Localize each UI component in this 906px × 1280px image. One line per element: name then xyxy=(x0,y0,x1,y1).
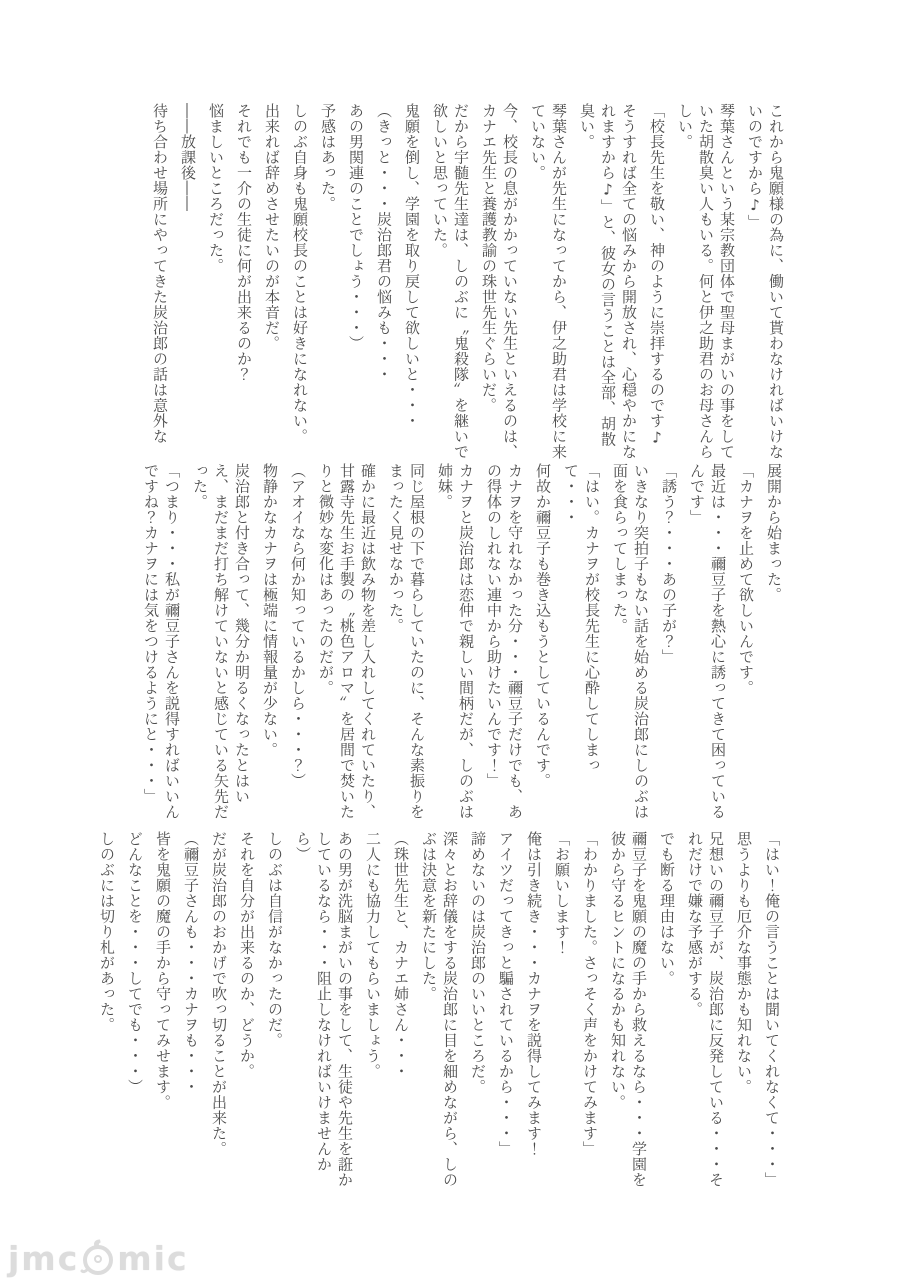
text-band-bottom xyxy=(89,831,782,1193)
text-line: 出来れば辞めさせたいのが本音だ。 xyxy=(263,103,281,351)
text-line: カナヲと炭治郎は恋仲で親しい間柄だが、しのぶは姉妹。 xyxy=(436,463,475,820)
text-line: 俺は引き続き・・・カナヲを説得してみます！ xyxy=(525,831,543,1157)
text-line: それでも一介の生徒に何が出来るのか？ xyxy=(235,103,253,382)
text-line: 皆を鬼願の魔の手から守ってみせます。 xyxy=(154,831,172,1110)
text-line: あの男が洗脳まがいの事をして、生徒や先生を誑かしているなら・・・阻止しなければいけませんから） xyxy=(294,831,354,1188)
text-line: だが炭治郎のおかげで吹っ切ることが出来た。 xyxy=(210,831,228,1157)
text-line: 悩ましいところだった。 xyxy=(207,103,225,274)
text-line: 二人にも協力してもらいましょう。 xyxy=(364,831,382,1079)
text-line: しのぶ自身も鬼願校長のことは好きになれない。 xyxy=(291,103,309,444)
text-line: （アオイなら何か知っているかしら・・・？） xyxy=(289,463,307,789)
text-line: それを自分が出来るのか、どうか。 xyxy=(238,831,256,1079)
watermark xyxy=(8,1238,189,1278)
watermark-text-right: mic xyxy=(117,1238,189,1278)
text-band-middle xyxy=(133,463,784,823)
text-line: ――放課後―― xyxy=(179,103,197,212)
text-line: （珠世先生と、カナエ姉さん・・・ xyxy=(392,831,410,1079)
text-line: 待ち合わせ場所にやってきた炭治郎の話は意外な xyxy=(151,103,169,444)
text-line: 確かに最近は飲み物を差し入れしてくれていたり、甘露寺先生お手製の〝桃色アロマ〟を居間で焚いたりと微妙な変化はあったのだが。 xyxy=(317,463,377,820)
text-line: そうすれば全ての悩みから開放され、心穏やかになれますから♪」と、彼女の言うことは全部、胡散臭い。 xyxy=(578,103,638,460)
text-line: （禰豆子さんも・・・カナヲも・・・ xyxy=(182,831,200,1095)
text-line: （きっと・・・炭治郎君の悩みも・・・ xyxy=(375,103,393,382)
text-line: しのぶには切り札があった。 xyxy=(98,831,116,1033)
text-line: 予感はあった。 xyxy=(319,103,337,212)
text-line: 炭治郎と付き合って、幾分か明るくなったとはいえ、まだまだ打ち解けていないと感じている矢先だった。 xyxy=(191,463,251,820)
text-line: 思うよりも厄介な事態かも知れない。 xyxy=(735,831,753,1095)
text-line: だから宇髄先生達は、しのぶに〝鬼殺隊〟を継いで欲しいと思っていた。 xyxy=(431,103,470,460)
text-line: どんなことを・・・してでも・・・） xyxy=(126,831,144,1095)
text-line: 「お願いします！ xyxy=(553,831,571,955)
text-line: 諦めないのは炭治郎のいいところだ。 xyxy=(469,831,487,1095)
text-line: これから鬼願様の為に、働いて貰わなければいけないのですから♪」 xyxy=(746,103,785,460)
text-line: 琴葉さんという某宗教団体で聖母まがいの事をしていた胡散臭い人もいる。何と伊之助君のお母さんらしい。 xyxy=(676,103,736,460)
text-line: 物静かなカナヲは極端に情報量が少ない。 xyxy=(261,463,279,758)
text-line: 鬼願を倒し、学園を取り戻して欲しいと・・・ xyxy=(403,103,421,429)
text-line: 展開から始まった。 xyxy=(765,463,783,603)
text-line: 最近は・・・禰豆子を熱心に誘ってきて困っているんです」 xyxy=(688,463,727,820)
text-line: 「はい。カナヲが校長先生に心酔してしまって・・・ xyxy=(562,463,601,773)
text-line: でも断る理由はない。 xyxy=(658,831,676,986)
text-line: 今、校長の息がかかっていない先生といえるのは、カナエ先生と養護教諭の珠世先生ぐらいだ。 xyxy=(480,103,519,460)
text-line: 「わかりました。さっそく声をかけてみます」 xyxy=(581,831,599,1157)
text-line: 「はい！俺の言うことは聞いてくれなくて・・・」 xyxy=(763,831,781,1188)
text-line: 「誘う？・・・あの子が？」 xyxy=(660,463,678,665)
text-line: 兄想いの禰豆子が、炭治郎に反発している・・・それだけで嫌な予感がする。 xyxy=(686,831,725,1188)
text-line: 同じ屋根の下で暮らしていたのに、そんな素振りをまったく見せなかった。 xyxy=(387,463,426,820)
text-line: いきなり突拍子もない話を始める炭治郎にしのぶは面を食らってしまった。 xyxy=(611,463,650,820)
text-line: 「カナヲを止めて欲しいんです。 xyxy=(737,463,755,696)
text-line: しのぶは自信がなかったのだ。 xyxy=(266,831,284,1048)
text-line: 琴葉さんが先生になってから、伊之助君は学校に来ていない。 xyxy=(529,103,568,460)
text-band-top xyxy=(142,103,786,461)
text-line: カナヲを守れなかった分・・・禰豆子だけでも、あの得体のしれない連中から助けたいんです！」 xyxy=(485,463,524,820)
text-line: アイツだってきっと騙されているから・・・」 xyxy=(497,831,515,1157)
watermark-mascot-icon xyxy=(80,1239,116,1277)
text-line: 深々とお辞儀をする炭治郎に目を細めながら、しのぶは決意を新たにした。 xyxy=(420,831,459,1188)
text-line: 何故か禰豆子も巻き込もうとしているんです。 xyxy=(534,463,552,789)
text-line: 「校長先生を敬い、神のように崇拝するのです♪ xyxy=(648,103,666,447)
text-line: 禰豆子を鬼願の魔の手から救えるなら・・・学園を彼から守るヒントになるかも知れない。 xyxy=(609,831,648,1188)
text-line: 「つまり・・・私が禰豆子さんを説得すればいいんですね？カナヲには気をつけるようにと・・・」 xyxy=(142,463,181,820)
watermark-text-left: jmc xyxy=(8,1238,80,1278)
text-line: あの男関連のことでしょう・・・） xyxy=(347,103,365,351)
